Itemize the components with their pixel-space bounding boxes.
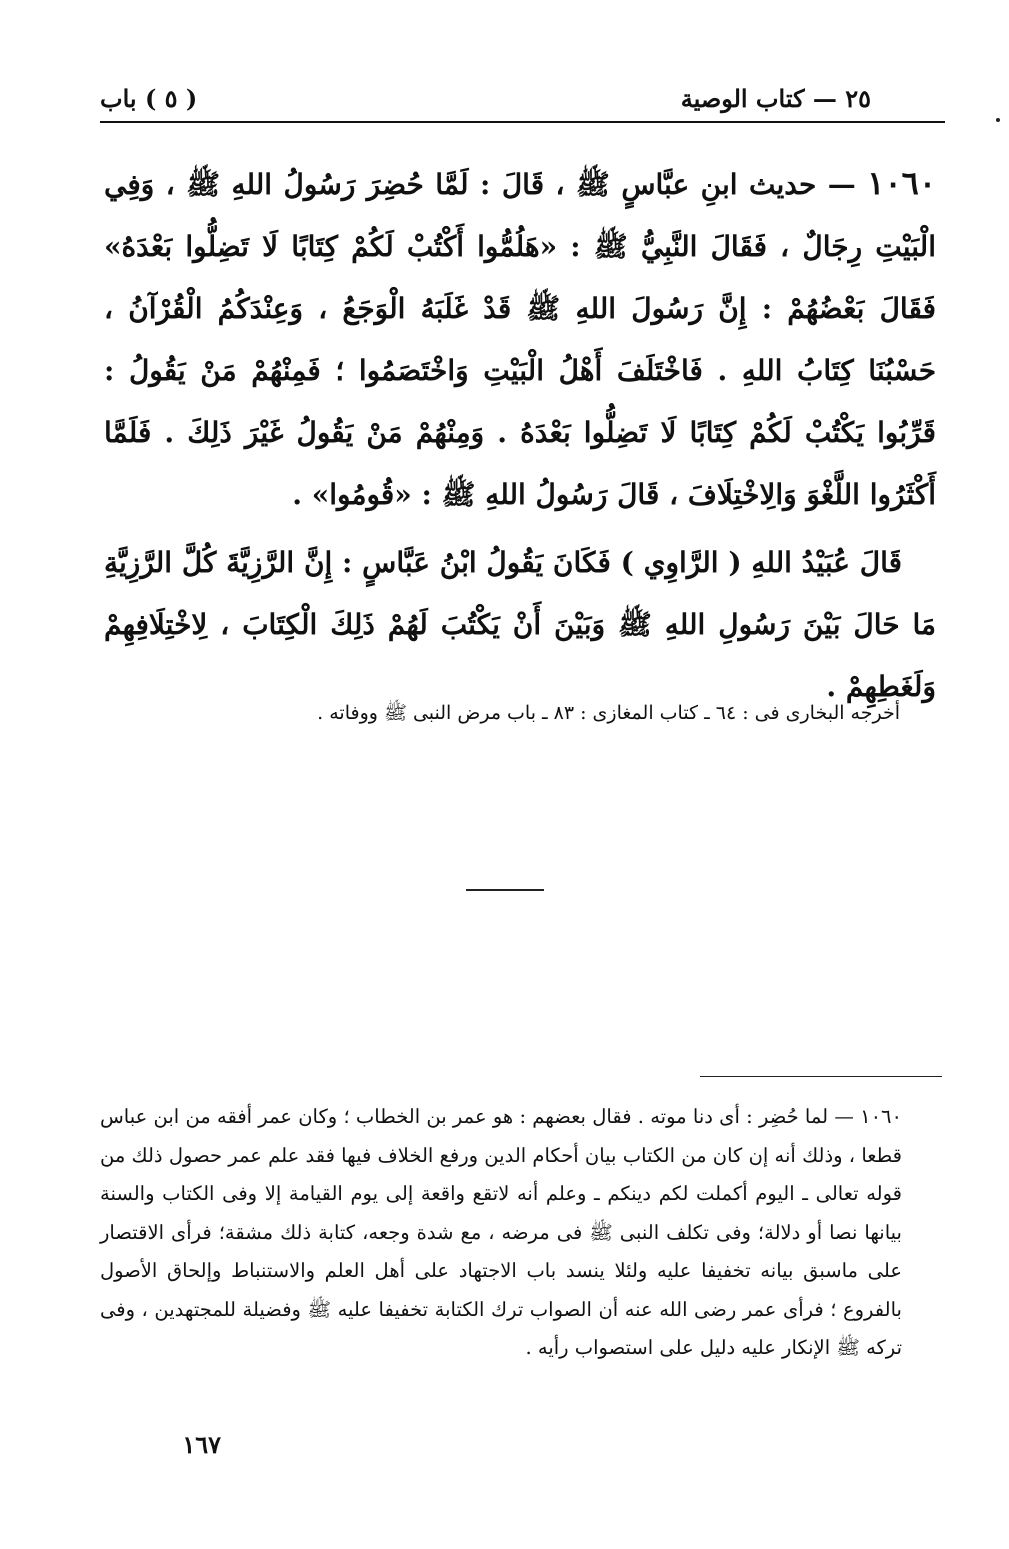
section-divider bbox=[466, 889, 544, 891]
hadith-number: ١٠٦٠ bbox=[867, 164, 936, 202]
page-number: ١٦٧ bbox=[182, 1430, 221, 1459]
hadith-paragraph bbox=[104, 152, 936, 526]
chapter-heading: ٢٥ — كتاب الوصية bbox=[680, 83, 871, 113]
margin-mark bbox=[996, 118, 1000, 122]
footnote-rule bbox=[700, 1076, 942, 1077]
footnote-number: ١٠٦٠ bbox=[860, 1105, 902, 1128]
source-reference: أخرجه البخارى فى : ٦٤ ـ كتاب المغازى : ٨٣ ـ باب مرض النبى ﷺ ووفاته . bbox=[317, 702, 900, 724]
narrator-paragraph: قَالَ عُبَيْدُ اللهِ ( الرَّاوِي ) فَكَانَ يَقُولُ ابْنُ عَبَّاسٍ : إِنَّ الرَّزِيَّةَ كُلَّ الرَّزِيَّةِ مَا حَالَ بَيْنَ رَسُولِ اللهِ ﷺ وَبَيْنَ أَنْ يَكْتُبَ لَهُمْ ذَلِكَ الْكِتَابَ ، لِاخْتِلَافِهِمْ وَلَغَطِهِمْ . bbox=[104, 546, 936, 703]
hadith-body: — حديث ابنِ عبَّاسٍ ﷺ ، قَالَ : لَمَّا حُضِرَ رَسُولُ اللهِ ﷺ ، وَفِي الْبَيْتِ رِجَالٌ ، فَقَالَ النَّبِيُّ ﷺ : «هَلُمُّوا أَكْتُبْ لَكُمْ كِتَابًا لَا تَضِلُّوا بَعْدَهُ» فَقَالَ بَعْضُهُمْ : إِنَّ رَسُولَ اللهِ ﷺ قَدْ غَلَبَهُ الْوَجَعُ ، وَعِنْدَكُمُ الْقُرْآنُ ، حَسْبُنَا كِتَابُ اللهِ . فَاخْتَلَفَ أَهْلُ الْبَيْتِ وَاخْتَصَمُوا ؛ فَمِنْهُمْ مَنْ يَقُولُ : قَرِّبُوا يَكْتُبْ لَكُمْ كِتَابًا لَا تَضِلُّوا بَعْدَهُ . وَمِنْهُمْ مَنْ يَقُولُ غَيْرَ ذَلِكَ . فَلَمَّا أَكْثَرُوا اللَّغْوَ وَالِاخْتِلَافَ ، قَالَ رَسُولُ اللهِ ﷺ : «قُومُوا» . bbox=[104, 168, 936, 511]
section-heading: ( ٥ ) باب bbox=[100, 83, 198, 113]
hadith-text bbox=[104, 152, 936, 718]
running-head bbox=[100, 78, 871, 118]
footnote-paragraph bbox=[100, 1098, 902, 1368]
footnote-body: — لما حُضِر : أى دنا موته . فقال بعضهم : هو عمر بن الخطاب ؛ وكان عمر أفقه من ابن عباس قطعا ، وذلك أنه إن كان من الكتاب بيان أحكام الدين ورفع الخلاف فيها فقد علم عمر حصول ذلك من قوله تعالى ـ اليوم أكملت لكم دينكم ـ وعلم أنه لاتقع واقعة إلى يوم القيامة إلا وفى الكتاب والسنة بيانها نصا أو دلالة؛ وفى تكلف النبى ﷺ فى مرضه ، مع شدة وجعه، كتابة ذلك مشقة؛ فرأى الاقتصار على ماسبق بيانه تخفيفا عليه ولئلا ينسد باب الاجتهاد على أهل العلم والاستنباط وإلحاق الأصول بالفروع ؛ فرأى عمر رضى الله عنه أن الصواب ترك الكتابة تخفيفا عليه ﷺ وفضيلة للمجتهدين ، وفى تركه ﷺ الإنكار عليه دليل على استصواب رأيه . bbox=[100, 1105, 902, 1359]
header-rule bbox=[100, 121, 945, 123]
footnotes bbox=[100, 1098, 902, 1368]
